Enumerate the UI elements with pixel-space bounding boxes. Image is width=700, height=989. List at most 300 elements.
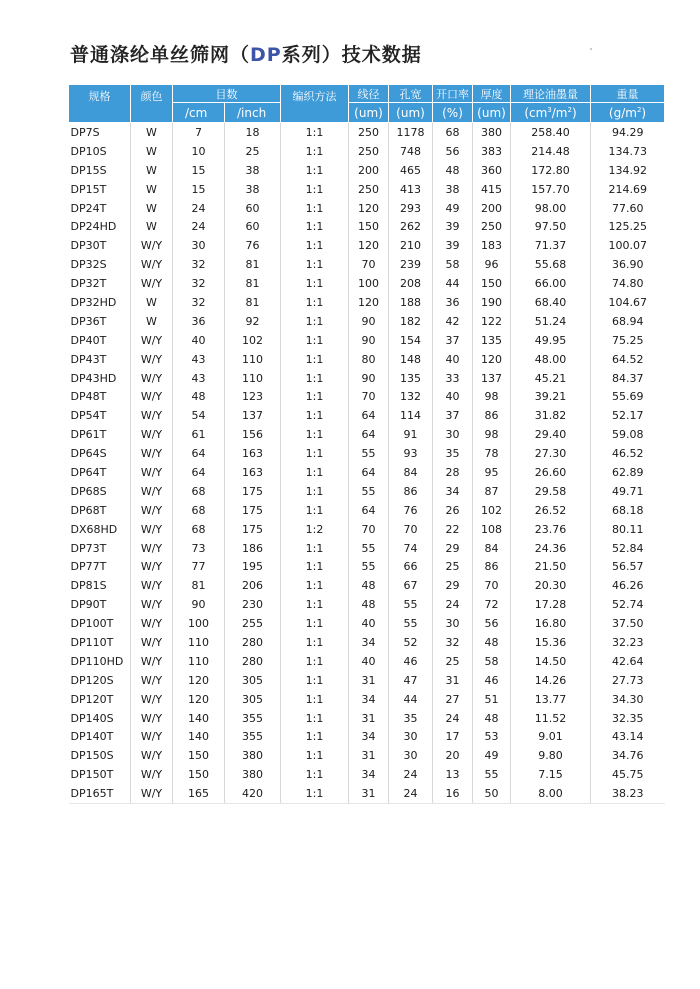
mesh-cm-cell: 32 bbox=[173, 274, 225, 293]
table-row bbox=[69, 199, 665, 218]
spec-cell: DP81S bbox=[69, 576, 131, 595]
thickness-cell: 95 bbox=[473, 463, 511, 482]
spec-cell: DP24T bbox=[69, 199, 131, 218]
color-cell: W/Y bbox=[131, 746, 173, 765]
aperture-cell: 148 bbox=[389, 350, 433, 369]
spec-cell: DP120S bbox=[69, 671, 131, 690]
ink-unit-sup1: 3 bbox=[547, 105, 552, 114]
spec-cell: DP15T bbox=[69, 180, 131, 199]
weight-cell: 74.80 bbox=[612, 277, 644, 291]
color-cell: W bbox=[131, 123, 173, 142]
title-series-code: DP bbox=[250, 44, 282, 66]
table-row bbox=[69, 671, 665, 690]
ink-cell: 258.40 bbox=[511, 123, 591, 142]
wire-cell: 48 bbox=[349, 595, 389, 614]
weave-cell: 1:1 bbox=[281, 274, 349, 293]
header-thickness-unit: (um) bbox=[473, 103, 511, 123]
table-body bbox=[69, 123, 665, 804]
weave-cell: 1:1 bbox=[281, 595, 349, 614]
table-row bbox=[69, 331, 665, 350]
thickness-cell: 53 bbox=[473, 728, 511, 747]
aperture-cell: 465 bbox=[389, 161, 433, 180]
weight-cell: 46.26 bbox=[612, 579, 644, 593]
spec-cell: DP48T bbox=[69, 387, 131, 406]
spec-cell: DP43HD bbox=[69, 369, 131, 388]
spec-cell: DP32S bbox=[69, 255, 131, 274]
weight-cell: 36.90 bbox=[612, 258, 644, 272]
wire-cell: 34 bbox=[349, 765, 389, 784]
spec-cell: DP40T bbox=[69, 331, 131, 350]
weight-cell: 68.94 bbox=[612, 314, 644, 328]
ink-cell: 66.00 bbox=[511, 274, 591, 293]
table-row bbox=[69, 539, 665, 558]
spec-cell: DP10S bbox=[69, 142, 131, 161]
ink-cell: 23.76 bbox=[511, 520, 591, 539]
spec-cell: DP30T bbox=[69, 236, 131, 255]
wire-cell: 31 bbox=[349, 671, 389, 690]
scan-speck bbox=[590, 48, 592, 50]
ink-cell: 9.01 bbox=[511, 728, 591, 747]
color-cell: W/Y bbox=[131, 406, 173, 425]
mesh-inch-cell: 380 bbox=[225, 765, 281, 784]
mesh-cm-cell: 81 bbox=[173, 576, 225, 595]
mesh-inch-cell: 137 bbox=[225, 406, 281, 425]
thickness-cell: 50 bbox=[473, 784, 511, 803]
wire-cell: 40 bbox=[349, 614, 389, 633]
aperture-cell: 239 bbox=[389, 255, 433, 274]
wire-cell: 200 bbox=[349, 161, 389, 180]
thickness-cell: 48 bbox=[473, 709, 511, 728]
color-cell: W/Y bbox=[131, 652, 173, 671]
table-row bbox=[69, 217, 665, 236]
wire-cell: 55 bbox=[349, 482, 389, 501]
mesh-cm-cell: 110 bbox=[173, 633, 225, 652]
mesh-cm-cell: 150 bbox=[173, 765, 225, 784]
open-area-cell: 48 bbox=[433, 161, 473, 180]
aperture-cell: 55 bbox=[389, 595, 433, 614]
spec-cell: DP120T bbox=[69, 690, 131, 709]
weave-cell: 1:1 bbox=[281, 482, 349, 501]
open-area-cell: 30 bbox=[433, 614, 473, 633]
wire-cell: 34 bbox=[349, 690, 389, 709]
spec-cell: DP110T bbox=[69, 633, 131, 652]
color-cell: W/Y bbox=[131, 387, 173, 406]
ink-cell: 29.58 bbox=[511, 482, 591, 501]
aperture-cell: 208 bbox=[389, 274, 433, 293]
weight-cell: 134.73 bbox=[608, 144, 647, 158]
mesh-inch-cell: 156 bbox=[225, 425, 281, 444]
weight-cell: 84.37 bbox=[612, 371, 644, 385]
spec-cell: DP15S bbox=[69, 161, 131, 180]
weave-cell: 1:1 bbox=[281, 539, 349, 558]
ink-unit-a: (cm bbox=[524, 105, 548, 120]
spec-cell: DP68S bbox=[69, 482, 131, 501]
aperture-cell: 93 bbox=[389, 444, 433, 463]
ink-cell: 24.36 bbox=[511, 539, 591, 558]
spec-cell: DP61T bbox=[69, 425, 131, 444]
weave-cell: 1:1 bbox=[281, 784, 349, 803]
mesh-cm-cell: 54 bbox=[173, 406, 225, 425]
mesh-cm-cell: 73 bbox=[173, 539, 225, 558]
weave-cell: 1:1 bbox=[281, 369, 349, 388]
mesh-inch-cell: 81 bbox=[225, 293, 281, 312]
aperture-cell: 182 bbox=[389, 312, 433, 331]
aperture-cell: 55 bbox=[389, 614, 433, 633]
color-cell: W bbox=[131, 180, 173, 199]
wire-cell: 34 bbox=[349, 728, 389, 747]
open-area-cell: 58 bbox=[433, 255, 473, 274]
color-cell: W bbox=[131, 161, 173, 180]
weight-cell: 134.92 bbox=[608, 163, 647, 177]
open-area-cell: 16 bbox=[433, 784, 473, 803]
header-aperture-unit: (um) bbox=[389, 103, 433, 123]
color-cell: W bbox=[131, 142, 173, 161]
table-row bbox=[69, 463, 665, 482]
mesh-inch-cell: 305 bbox=[225, 690, 281, 709]
mesh-inch-cell: 175 bbox=[225, 482, 281, 501]
mesh-inch-cell: 18 bbox=[225, 123, 281, 142]
wire-cell: 70 bbox=[349, 255, 389, 274]
weight-cell: 80.11 bbox=[612, 522, 644, 536]
ink-cell: 16.80 bbox=[511, 614, 591, 633]
color-cell: W/Y bbox=[131, 425, 173, 444]
spec-cell: DP7S bbox=[69, 123, 131, 142]
weight-cell: 56.57 bbox=[612, 560, 644, 574]
header-wire-unit: (um) bbox=[349, 103, 389, 123]
color-cell: W/Y bbox=[131, 576, 173, 595]
open-area-cell: 37 bbox=[433, 406, 473, 425]
thickness-cell: 86 bbox=[473, 557, 511, 576]
weight-cell: 46.52 bbox=[612, 447, 644, 461]
aperture-cell: 67 bbox=[389, 576, 433, 595]
wire-cell: 120 bbox=[349, 236, 389, 255]
table-row bbox=[69, 652, 665, 671]
mesh-inch-cell: 380 bbox=[225, 746, 281, 765]
mesh-inch-cell: 355 bbox=[225, 709, 281, 728]
thickness-cell: 84 bbox=[473, 539, 511, 558]
weave-cell: 1:1 bbox=[281, 614, 349, 633]
table-row bbox=[69, 180, 665, 199]
wire-cell: 31 bbox=[349, 746, 389, 765]
mesh-cm-cell: 77 bbox=[173, 557, 225, 576]
ink-cell: 26.60 bbox=[511, 463, 591, 482]
spec-cell: DP110HD bbox=[69, 652, 131, 671]
ink-cell: 29.40 bbox=[511, 425, 591, 444]
table-row bbox=[69, 444, 665, 463]
weight-cell: 52.74 bbox=[612, 598, 644, 612]
weight-cell: 43.14 bbox=[612, 730, 644, 744]
open-area-cell: 28 bbox=[433, 463, 473, 482]
weave-cell: 1:1 bbox=[281, 180, 349, 199]
header-mesh-cm: /cm bbox=[173, 103, 225, 123]
mesh-inch-cell: 255 bbox=[225, 614, 281, 633]
open-area-cell: 34 bbox=[433, 482, 473, 501]
ink-unit-sup2: 2 bbox=[567, 105, 572, 114]
ink-cell: 39.21 bbox=[511, 387, 591, 406]
color-cell: W/Y bbox=[131, 520, 173, 539]
weight-cell: 64.52 bbox=[612, 352, 644, 366]
open-area-cell: 24 bbox=[433, 709, 473, 728]
aperture-cell: 86 bbox=[389, 482, 433, 501]
mesh-cm-cell: 48 bbox=[173, 387, 225, 406]
title-prefix: 普通涤纶单丝筛网（ bbox=[70, 44, 251, 66]
ink-cell: 98.00 bbox=[511, 199, 591, 218]
ink-cell: 21.50 bbox=[511, 557, 591, 576]
open-area-cell: 39 bbox=[433, 217, 473, 236]
open-area-cell: 33 bbox=[433, 369, 473, 388]
mesh-inch-cell: 230 bbox=[225, 595, 281, 614]
color-cell: W/Y bbox=[131, 614, 173, 633]
ink-cell: 14.26 bbox=[511, 671, 591, 690]
mesh-cm-cell: 15 bbox=[173, 161, 225, 180]
table-row bbox=[69, 728, 665, 747]
thickness-cell: 48 bbox=[473, 633, 511, 652]
mesh-cm-cell: 165 bbox=[173, 784, 225, 803]
header-mesh-inch: /inch bbox=[225, 103, 281, 123]
aperture-cell: 262 bbox=[389, 217, 433, 236]
mesh-inch-cell: 206 bbox=[225, 576, 281, 595]
thickness-cell: 360 bbox=[473, 161, 511, 180]
open-area-cell: 20 bbox=[433, 746, 473, 765]
thickness-cell: 78 bbox=[473, 444, 511, 463]
weight-cell: 59.08 bbox=[612, 428, 644, 442]
table-row bbox=[69, 501, 665, 520]
mesh-cm-cell: 68 bbox=[173, 501, 225, 520]
weight-cell: 77.60 bbox=[612, 201, 644, 215]
mesh-inch-cell: 25 bbox=[225, 142, 281, 161]
color-cell: W/Y bbox=[131, 784, 173, 803]
weight-cell: 52.17 bbox=[612, 409, 644, 423]
thickness-cell: 96 bbox=[473, 255, 511, 274]
spec-cell: DP100T bbox=[69, 614, 131, 633]
weave-cell: 1:1 bbox=[281, 123, 349, 142]
open-area-cell: 49 bbox=[433, 199, 473, 218]
open-area-cell: 68 bbox=[433, 123, 473, 142]
thickness-cell: 150 bbox=[473, 274, 511, 293]
mesh-cm-cell: 90 bbox=[173, 595, 225, 614]
table-row bbox=[69, 142, 665, 161]
mesh-inch-cell: 38 bbox=[225, 180, 281, 199]
mesh-inch-cell: 163 bbox=[225, 444, 281, 463]
color-cell: W/Y bbox=[131, 557, 173, 576]
weave-cell: 1:1 bbox=[281, 293, 349, 312]
wire-cell: 70 bbox=[349, 387, 389, 406]
header-spec: 规格 bbox=[69, 85, 131, 123]
color-cell: W/Y bbox=[131, 539, 173, 558]
weave-cell: 1:1 bbox=[281, 633, 349, 652]
table-row bbox=[69, 236, 665, 255]
header-mesh: 目数 bbox=[173, 85, 281, 103]
spec-cell: DP24HD bbox=[69, 217, 131, 236]
weight-cell: 104.67 bbox=[608, 295, 647, 309]
ink-unit-b: /m bbox=[551, 105, 568, 120]
open-area-cell: 27 bbox=[433, 690, 473, 709]
spec-cell: DP140T bbox=[69, 728, 131, 747]
weight-unit-b: ) bbox=[641, 105, 647, 120]
table-row bbox=[69, 482, 665, 501]
header-wire: 线径 bbox=[349, 85, 389, 103]
weave-cell: 1:1 bbox=[281, 576, 349, 595]
wire-cell: 90 bbox=[349, 331, 389, 350]
color-cell: W/Y bbox=[131, 236, 173, 255]
header-aperture: 孔宽 bbox=[389, 85, 433, 103]
open-area-cell: 17 bbox=[433, 728, 473, 747]
spec-cell: DP43T bbox=[69, 350, 131, 369]
table-row bbox=[69, 274, 665, 293]
aperture-cell: 30 bbox=[389, 746, 433, 765]
thickness-cell: 87 bbox=[473, 482, 511, 501]
weave-cell: 1:1 bbox=[281, 501, 349, 520]
mesh-inch-cell: 355 bbox=[225, 728, 281, 747]
mesh-inch-cell: 110 bbox=[225, 350, 281, 369]
mesh-inch-cell: 163 bbox=[225, 463, 281, 482]
color-cell: W bbox=[131, 199, 173, 218]
thickness-cell: 56 bbox=[473, 614, 511, 633]
wire-cell: 120 bbox=[349, 293, 389, 312]
weave-cell: 1:1 bbox=[281, 652, 349, 671]
mesh-cm-cell: 7 bbox=[173, 123, 225, 142]
color-cell: W/Y bbox=[131, 671, 173, 690]
mesh-cm-cell: 120 bbox=[173, 671, 225, 690]
color-cell: W/Y bbox=[131, 255, 173, 274]
mesh-inch-cell: 81 bbox=[225, 274, 281, 293]
table-row bbox=[69, 161, 665, 180]
weave-cell: 1:1 bbox=[281, 255, 349, 274]
ink-cell: 51.24 bbox=[511, 312, 591, 331]
table-row bbox=[69, 784, 665, 803]
mesh-inch-cell: 38 bbox=[225, 161, 281, 180]
weave-cell: 1:1 bbox=[281, 406, 349, 425]
aperture-cell: 91 bbox=[389, 425, 433, 444]
ink-cell: 14.50 bbox=[511, 652, 591, 671]
weave-cell: 1:1 bbox=[281, 312, 349, 331]
mesh-inch-cell: 92 bbox=[225, 312, 281, 331]
wire-cell: 31 bbox=[349, 784, 389, 803]
open-area-cell: 56 bbox=[433, 142, 473, 161]
color-cell: W/Y bbox=[131, 369, 173, 388]
thickness-cell: 58 bbox=[473, 652, 511, 671]
thickness-cell: 98 bbox=[473, 425, 511, 444]
thickness-cell: 72 bbox=[473, 595, 511, 614]
open-area-cell: 40 bbox=[433, 350, 473, 369]
weight-cell: 214.69 bbox=[608, 182, 647, 196]
aperture-cell: 52 bbox=[389, 633, 433, 652]
aperture-cell: 24 bbox=[389, 784, 433, 803]
table-row bbox=[69, 690, 665, 709]
spec-cell: DP140S bbox=[69, 709, 131, 728]
aperture-cell: 135 bbox=[389, 369, 433, 388]
mesh-cm-cell: 61 bbox=[173, 425, 225, 444]
table-row bbox=[69, 576, 665, 595]
wire-cell: 250 bbox=[349, 142, 389, 161]
weave-cell: 1:1 bbox=[281, 217, 349, 236]
spec-cell: DX68HD bbox=[69, 520, 131, 539]
wire-cell: 100 bbox=[349, 274, 389, 293]
spec-table bbox=[68, 84, 665, 804]
weave-cell: 1:1 bbox=[281, 728, 349, 747]
table-row bbox=[69, 746, 665, 765]
open-area-cell: 42 bbox=[433, 312, 473, 331]
title-suffix: 系列）技术数据 bbox=[281, 44, 422, 66]
open-area-cell: 25 bbox=[433, 557, 473, 576]
aperture-cell: 70 bbox=[389, 520, 433, 539]
thickness-cell: 46 bbox=[473, 671, 511, 690]
mesh-cm-cell: 32 bbox=[173, 293, 225, 312]
mesh-cm-cell: 64 bbox=[173, 444, 225, 463]
weave-cell: 1:1 bbox=[281, 387, 349, 406]
table-row bbox=[69, 557, 665, 576]
ink-cell: 49.95 bbox=[511, 331, 591, 350]
open-area-cell: 40 bbox=[433, 387, 473, 406]
weight-cell: 34.30 bbox=[612, 692, 644, 706]
aperture-cell: 30 bbox=[389, 728, 433, 747]
spec-cell: DP64S bbox=[69, 444, 131, 463]
wire-cell: 40 bbox=[349, 652, 389, 671]
thickness-cell: 70 bbox=[473, 576, 511, 595]
ink-cell: 7.15 bbox=[511, 765, 591, 784]
color-cell: W/Y bbox=[131, 463, 173, 482]
weave-cell: 1:1 bbox=[281, 350, 349, 369]
table-row bbox=[69, 123, 665, 142]
thickness-cell: 200 bbox=[473, 199, 511, 218]
open-area-cell: 44 bbox=[433, 274, 473, 293]
table-row bbox=[69, 369, 665, 388]
wire-cell: 80 bbox=[349, 350, 389, 369]
color-cell: W/Y bbox=[131, 690, 173, 709]
thickness-cell: 122 bbox=[473, 312, 511, 331]
open-area-cell: 37 bbox=[433, 331, 473, 350]
mesh-inch-cell: 81 bbox=[225, 255, 281, 274]
weave-cell: 1:1 bbox=[281, 671, 349, 690]
weight-unit-a: (g/m bbox=[608, 105, 637, 120]
weight-cell: 42.64 bbox=[612, 654, 644, 668]
mesh-cm-cell: 32 bbox=[173, 255, 225, 274]
weave-cell: 1:1 bbox=[281, 444, 349, 463]
open-area-cell: 38 bbox=[433, 180, 473, 199]
weave-cell: 1:1 bbox=[281, 765, 349, 784]
thickness-cell: 383 bbox=[473, 142, 511, 161]
weight-cell: 75.25 bbox=[612, 333, 644, 347]
spec-cell: DP77T bbox=[69, 557, 131, 576]
ink-cell: 26.52 bbox=[511, 501, 591, 520]
header-ink-unit bbox=[511, 103, 591, 123]
mesh-cm-cell: 36 bbox=[173, 312, 225, 331]
ink-cell: 48.00 bbox=[511, 350, 591, 369]
ink-cell: 27.30 bbox=[511, 444, 591, 463]
mesh-inch-cell: 175 bbox=[225, 520, 281, 539]
header-thickness: 厚度 bbox=[473, 85, 511, 103]
ink-cell: 214.48 bbox=[511, 142, 591, 161]
header-weight-unit bbox=[591, 103, 665, 123]
thickness-cell: 108 bbox=[473, 520, 511, 539]
color-cell: W/Y bbox=[131, 482, 173, 501]
thickness-cell: 137 bbox=[473, 369, 511, 388]
weight-cell: 100.07 bbox=[608, 239, 647, 253]
weave-cell: 1:1 bbox=[281, 236, 349, 255]
header-open-area-unit: (%) bbox=[433, 103, 473, 123]
open-area-cell: 13 bbox=[433, 765, 473, 784]
wire-cell: 64 bbox=[349, 463, 389, 482]
aperture-cell: 84 bbox=[389, 463, 433, 482]
color-cell: W/Y bbox=[131, 274, 173, 293]
weave-cell: 1:1 bbox=[281, 463, 349, 482]
weight-cell: 62.89 bbox=[612, 465, 644, 479]
weave-cell: 1:1 bbox=[281, 709, 349, 728]
weight-cell: 27.73 bbox=[612, 673, 644, 687]
aperture-cell: 1178 bbox=[389, 123, 433, 142]
aperture-cell: 24 bbox=[389, 765, 433, 784]
weave-cell: 1:1 bbox=[281, 142, 349, 161]
